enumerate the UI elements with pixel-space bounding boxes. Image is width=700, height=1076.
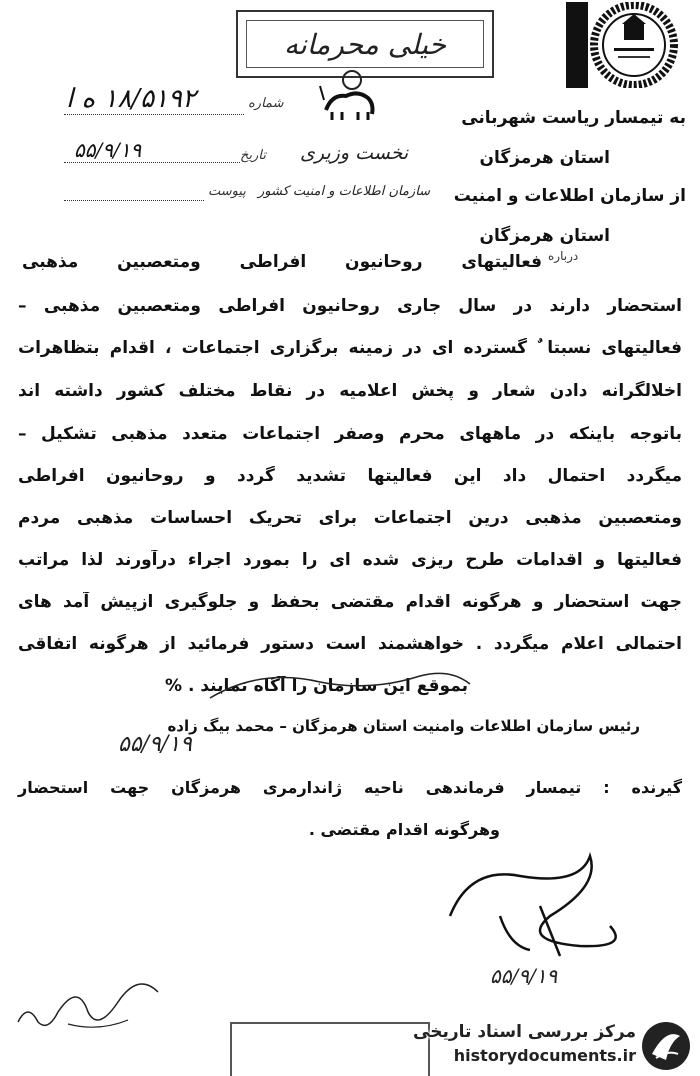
recipient-line-2: استان هرمزگان <box>479 148 610 168</box>
body-line: اخلالگرانه دادن شعار و پخش اعلامیه در نقاط مختلف کشور داشته اند <box>18 381 682 401</box>
watermark-url: historydocuments.ir <box>453 1046 636 1065</box>
date-line <box>64 162 240 163</box>
signature-handwritten-date: ۵۵/۹/۱۹ <box>118 732 192 757</box>
recipient-line-1: به تیمسار ریاست شهربانی <box>461 108 686 128</box>
body-line: فعالیتها و اقدامات طرح ریزی شده ای را بمورد اجراء درآورند لذا مراتب <box>18 550 682 570</box>
emblem-icon <box>566 2 698 88</box>
body-line: میگردد احتمال داد این فعالیتها تشدید گردد و روحانیون افراطی <box>18 466 682 486</box>
body-line: جهت استحضار و هرگونه اقدام مقتضی بحفظ و جلوگیری ازپیش آمد های <box>18 592 682 612</box>
body-line: فعالیتهای نسبتا ٌ گسترده ای در زمینه برگزاری اجتماعات ، اقدام بتظاهرات <box>18 338 682 358</box>
archive-logo-icon <box>640 1020 692 1072</box>
attachment-line <box>64 200 204 201</box>
body-line: ومتعصبین مذهبی درین اجتماعات برای تحریک احساسات مذهبی مردم <box>18 508 682 528</box>
date-label: تاریخ <box>240 148 266 163</box>
classification-text: خیلی محرمانه <box>246 20 484 68</box>
subject-line: فعالیتهای روحانیون افراطی ومتعصبین مذهبی <box>22 252 542 272</box>
cc-line: وهرگونه اقدام مقتضی . <box>308 820 500 839</box>
body-line: استحضار دارند در سال جاری روحانیون افراطی ومتعصبین مذهبی – <box>18 296 682 316</box>
initial-scribble <box>200 658 480 718</box>
ministry-title: نخست وزیری <box>300 142 409 164</box>
signature-line: رئیس سازمان اطلاعات وامنیت استان هرمزگان – محمد بیگ زاده <box>167 717 640 735</box>
bottom-handwritten-date: ۵۵/۹/۱۹ <box>490 964 558 988</box>
subject-label: درباره <box>548 249 579 263</box>
signature-scribble <box>430 846 640 966</box>
number-line <box>64 114 244 115</box>
date-value: ۵۵/۹/۱۹ <box>74 138 142 162</box>
attachment-label: پیوست <box>208 184 246 199</box>
marginal-note-scribble <box>8 962 178 1042</box>
bottom-frame <box>230 1022 430 1076</box>
watermark-title: مرکز بررسی اسناد تاریخی <box>413 1022 636 1042</box>
cc-line: گیرنده : تیمسار فرماندهی ناحیه ژاندارمری هرمزگان جهت استحضار <box>18 778 682 797</box>
body-line: احتمالی اعلام میگردد . خواهشمند است دستور فرمائید از هرگونه اتفاقی <box>18 634 682 654</box>
number-label: شماره <box>248 96 284 111</box>
lion-and-sun-icon <box>318 66 382 122</box>
number-value: ۱۸/۵۱۹۲ ه ا <box>66 84 196 114</box>
sender-line-1: از سازمان اطلاعات و امنیت <box>453 186 686 206</box>
sender-line-2: استان هرمزگان <box>479 226 610 246</box>
body-line: باتوجه باینکه در ماههای محرم وصفر اجتماعات متعدد مذهبی تشکیل – <box>18 424 682 444</box>
body-line: بموقع این سازمان را آگاه نمایند . % <box>165 676 468 696</box>
watermark <box>413 1018 698 1074</box>
ministry-subtitle: سازمان اطلاعات و امنیت کشور <box>258 184 431 199</box>
